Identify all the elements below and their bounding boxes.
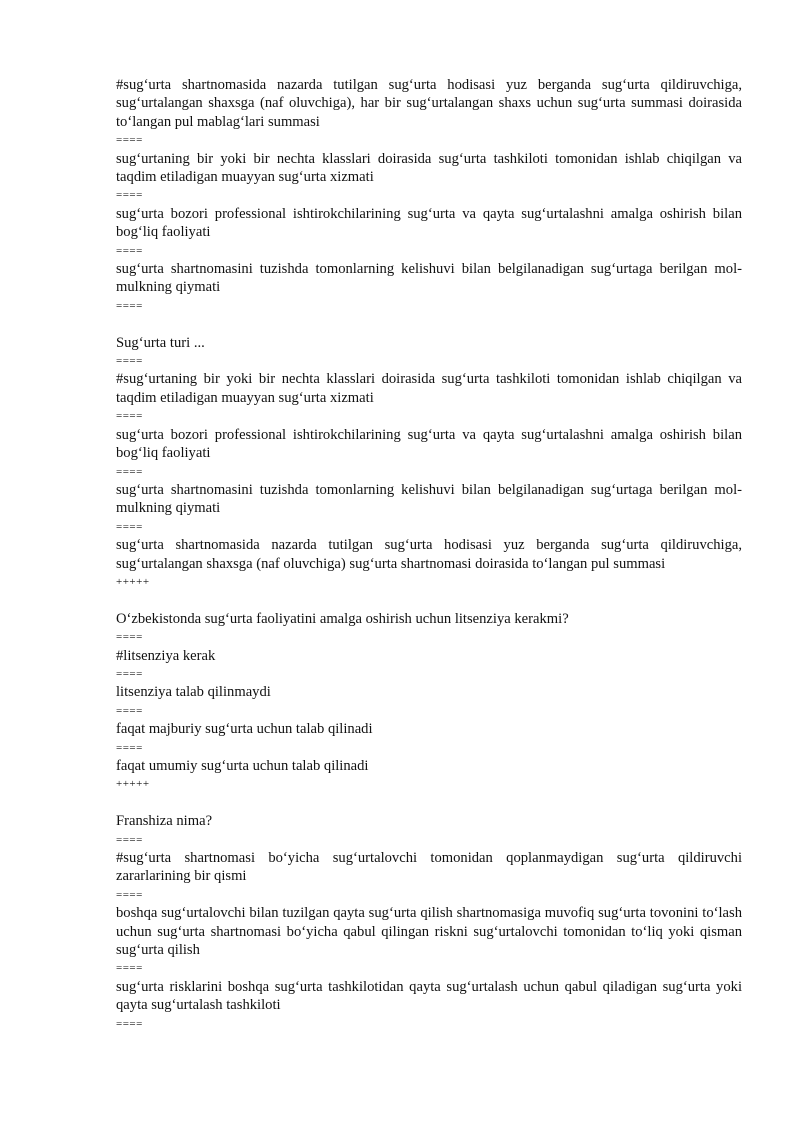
option-separator: ==== bbox=[116, 355, 143, 368]
answer-option: sug‘urta shartnomasini tuzishda tomonlarning kelishuvi bilan belgilanadigan sug‘urtaga berilgan mol-mulkning qiymati bbox=[116, 481, 742, 517]
option-separator: ==== bbox=[116, 962, 143, 975]
question-block-1 bbox=[116, 76, 742, 315]
option-separator: ==== bbox=[116, 741, 143, 754]
option-separator: ==== bbox=[116, 1017, 143, 1030]
answer-option: faqat umumiy sug‘urta uchun talab qilinadi bbox=[116, 758, 369, 774]
answer-option: boshqa sug‘urtalovchi bilan tuzilgan qayta sug‘urta qilish shartnomasiga muvofiq sug‘urta tovonini to‘lash uchun sug‘urta shartnomasi bo‘yicha qabul qilingan riskni sug‘urtalovchi tomonidan to‘liq yoki qisman sug‘urta qilish bbox=[116, 905, 742, 959]
answer-option-correct: #litsenziya kerak bbox=[116, 647, 216, 664]
question-text: O‘zbekistonda sug‘urta faoliyatini amalga oshirish uchun litsenziya kerakmi? bbox=[116, 610, 569, 627]
answer-option-correct: #sug‘urtaning bir yoki bir nechta klasslari doirasida sug‘urta tashkiloti tomonidan ishlab chiqilgan va taqdim etiladigan muayyan sug‘urta xizmati bbox=[116, 371, 742, 406]
question-block-3 bbox=[116, 610, 742, 794]
option-separator: ==== bbox=[116, 189, 143, 202]
option-separator: ==== bbox=[116, 704, 143, 717]
question-text: Sug‘urta turi ... bbox=[116, 334, 205, 351]
answer-option: sug‘urta bozori professional ishtirokchilarining sug‘urta va qayta sug‘urtalashni amalga oshirish bilan bog‘liq faoliyati bbox=[116, 205, 742, 241]
option-separator: ==== bbox=[116, 244, 143, 257]
option-separator: ==== bbox=[116, 833, 143, 846]
question-block-4 bbox=[116, 812, 742, 1033]
answer-option: sug‘urta bozori professional ishtirokchilarining sug‘urta va qayta sug‘urtalashni amalga oshirish bilan bog‘liq faoliyati bbox=[116, 426, 742, 462]
block-gap bbox=[116, 591, 742, 609]
block-gap bbox=[116, 315, 742, 333]
option-separator: ==== bbox=[116, 667, 143, 680]
question-block-2 bbox=[116, 334, 742, 592]
answer-option: litsenziya talab qilinmaydi bbox=[116, 684, 271, 701]
answer-option-correct: #sug‘urta shartnomasida nazarda tutilgan sug‘urta hodisasi yuz berganda sug‘urta qildiruvchiga, sug‘urtalangan shaxsga (naf oluvchiga), har bir sug‘urtalangan shaxs uchun sug‘urta summasi doirasida to‘langan pul mablag‘lari summasi bbox=[116, 77, 742, 130]
option-separator: ==== bbox=[116, 299, 143, 312]
answer-option: sug‘urtaning bir yoki bir nechta klasslari doirasida sug‘urta tashkiloti tomonidan ishlab chiqilgan va taqdim etiladigan muayyan sug‘urta xizmati bbox=[116, 150, 742, 186]
answer-option: sug‘urta risklarini boshqa sug‘urta tashkilotidan qayta sug‘urtalash uchun qabul qiladigan sug‘urta yoki qayta sug‘urtalash tashkiloti bbox=[116, 978, 742, 1014]
option-separator: ==== bbox=[116, 134, 143, 147]
answer-option: sug‘urta shartnomasini tuzishda tomonlarning kelishuvi bilan belgilanadigan sug‘urtaga berilgan mol-mulkning qiymati bbox=[116, 261, 742, 296]
answer-option-correct: #sug‘urta shartnomasi bo‘yicha sug‘urtalovchi tomonidan qoplanmaydigan sug‘urta qildiruvchi zararlarining bir qismi bbox=[116, 850, 742, 885]
option-separator: ==== bbox=[116, 888, 143, 901]
option-separator: ==== bbox=[116, 410, 143, 423]
answer-option: faqat majburiy sug‘urta uchun talab qilinadi bbox=[116, 721, 373, 738]
option-separator: ==== bbox=[116, 520, 143, 533]
document-page bbox=[116, 76, 742, 1033]
question-text: Franshiza nima? bbox=[116, 813, 213, 830]
answer-option: sug‘urta shartnomasida nazarda tutilgan sug‘urta hodisasi yuz berganda sug‘urta qildiruvchiga, sug‘urtalangan shaxsga (naf oluvchiga) sug‘urta shartnomasi doirasida to‘langan pul summasi bbox=[116, 537, 742, 572]
block-gap bbox=[116, 794, 742, 812]
option-separator: ==== bbox=[116, 465, 143, 478]
question-end-marker: +++++ bbox=[116, 575, 150, 588]
question-end-marker: +++++ bbox=[116, 778, 150, 791]
option-separator: ==== bbox=[116, 631, 143, 644]
